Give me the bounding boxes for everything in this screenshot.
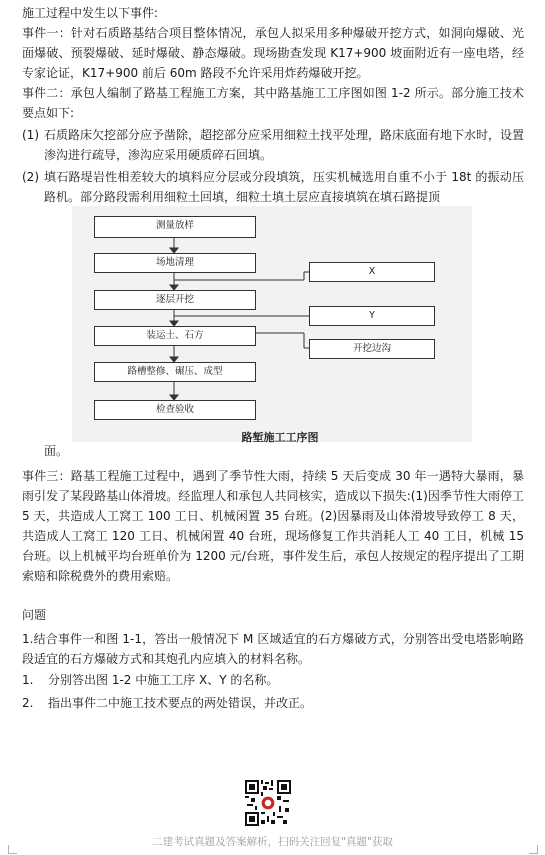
event2-text: 事件二：承包人编制了路基工程施工方案，其中路基施工工序图如图 1-2 所示。部分施工技术要点如下: [22,86,524,120]
flowchart-figure [72,206,472,442]
questions-title: 问题 [22,608,47,622]
item-number: 1. [22,673,34,687]
step-box: 检查验收 [94,400,256,420]
event3-text: 事件三：路基工程施工过程中，遇到了季节性大雨，持续 5 天后变成 30 年一遇特大暴雨，暴雨引发了某段路基山体滑坡。经监理人和承包人共同核实，造成以下损失:(1)因季节性大雨停工 5 天，共造成人工窝工 100 工日、机械闲置 35 台班。(2)因暴雨及山体滑坡导致停工 8 天，共造成人工窝工 120 工日、机械闲置 40 台班，现场修复工作共消耗人工 40 工日，机械 15 台班。以上机械平均台班单价为 1200 元/台班，事件发生后，承包人按规定的程序提出了工期索赔和除税费外的费用索赔。 [22,469,524,583]
questions-heading [22,605,524,625]
event2-continuation [44,441,524,461]
qr-code-graphic [245,780,291,826]
event1-text: 事件一：针对石质路基结合项目整体情况，承包人拟采用多种爆破开挖方式，如洞向爆破、光面爆破、预裂爆破、延时爆破、静态爆破。现场勘查发现 K17+900 坡面附近有一座电塔，经专家论证，K17+900 前后 60m 路段不允许采用炸药爆破开挖。 [22,26,524,80]
figure-caption: 路堑施工工序图 [241,431,319,444]
step-box: 装运土、石方 [94,326,256,346]
item-text: 填石路堤岩性相差较大的填料应分层或分段填筑，压实机械选用自重不小于 18t 的振动压路机。部分路段需利用细粒土回填，细粒土填土层应直接填筑在填石路提顶 [44,170,524,204]
intro-line [22,3,524,23]
item-text: 石质路床欠挖部分应予凿除，超挖部分应采用细粒土找平处理，路床底面有地下水时，设置渗沟进行疏导，渗沟应采用硬质碎石回填。 [44,128,525,162]
side-box-ditch: 开挖边沟 [309,339,435,359]
step-box: 路槽整修、碾压、成型 [94,362,256,382]
side-box-y: Y [309,306,435,326]
item-number: (2) [22,170,39,184]
intro-text: 施工过程中发生以下事件: [22,6,159,20]
item-number: 2. [22,696,34,710]
question-1-paragraph [22,629,524,669]
item-text: 分别答出图 1-2 中施工工序 X、Y 的名称。 [48,673,279,687]
event2-tail-text: 面。 [44,444,69,458]
item-number: (1) [22,128,39,142]
qr-code-image [245,780,291,826]
step-box: 测量放样 [94,216,256,238]
event1-paragraph [22,23,524,83]
footer-promo-text: 二建考试真题及答案解析，扫码关注回复"真题"获取 [152,836,393,848]
step-box: 逐层开挖 [94,290,256,310]
step-box: 场地清理 [94,253,256,273]
event3-paragraph [22,466,524,586]
side-box-x: X [309,262,435,282]
event2-paragraph [22,83,524,123]
question-1-text: 1.结合事件一和图 1-1，答出一般情况下 M 区域适宜的石方爆破方式，分别答出受电塔影响路段适宜的石方爆破方式和其炮孔内应填入的材料名称。 [22,632,524,666]
item-text: 指出事件二中施工技术要点的两处错误，并改正。 [48,696,313,710]
